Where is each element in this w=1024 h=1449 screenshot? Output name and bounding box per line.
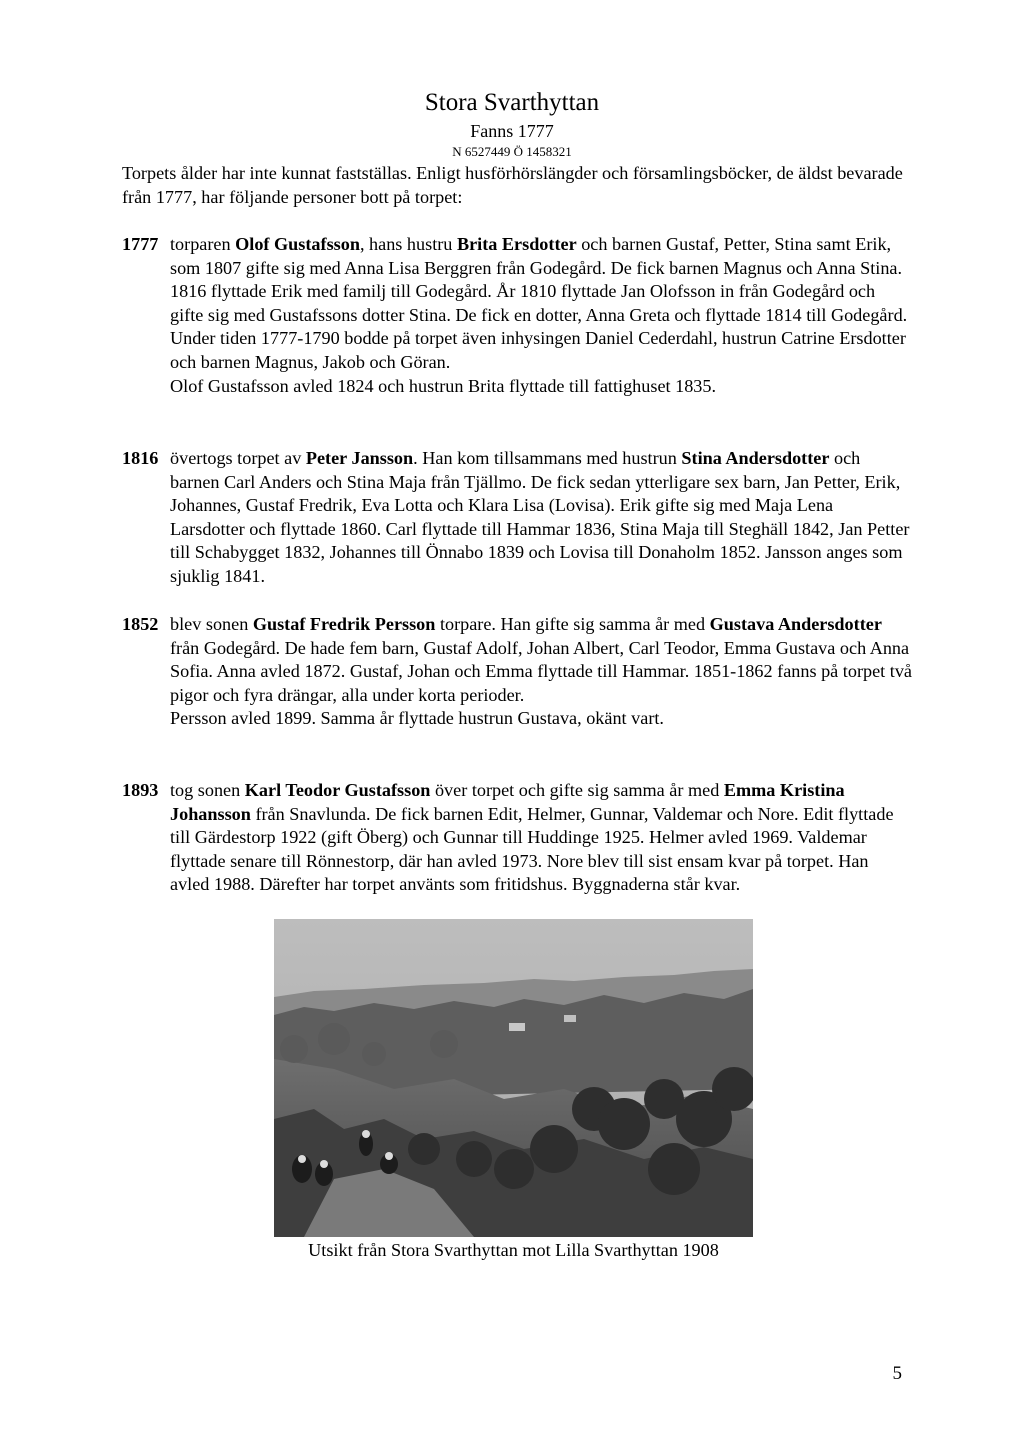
person-name: Emma Kristina Johansson (170, 780, 845, 824)
entry-paragraph-2: Olof Gustafsson avled 1824 och hustrun Brita flyttade till fattighuset 1835. (170, 375, 717, 396)
entry-text: tog sonen (170, 780, 245, 800)
page-subtitle: Fanns 1777 (470, 121, 554, 141)
entry-text: från Godegård. De hade fem barn, Gustaf Adolf, Johan Albert, Carl Teodor, Emma Gustava och Anna Sofia. Anna avled 1872. Gustaf, Johan och Emma flyttade till Hammar. 1851-1862 fanns på torpet två pigor och fyra drängar, alla under korta perioder. (170, 637, 912, 705)
entry-1852 (122, 613, 912, 731)
entry-year: 1816 (122, 448, 159, 468)
coordinates: N 6527449 Ö 1458321 (452, 144, 572, 159)
page-number: 5 (892, 1363, 902, 1384)
entry-body (170, 447, 912, 589)
entry-text: torpare. Han gifte sig samma år med (435, 614, 710, 634)
person-name: Stina Andersdotter (681, 448, 830, 468)
entry-body (170, 613, 912, 731)
person-name: Olof Gustafsson (235, 234, 360, 254)
page-title: Stora Svarthyttan (424, 89, 600, 116)
entry-text: , hans hustru (359, 234, 457, 254)
entry-text: från Snavlunda. De fick barnen Edit, Helmer, Gunnar, Valdemar och Nore. Edit flyttade till Gärdestorp 1922 (gift Öberg) och Gunnar till Huddinge 1925. Helmer avled 1969. Valdemar flyttade senare till Rönnestorp, där han avled 1973. Nore blev till sist ensam kvar på torpet. Han avled 1988. Därefter har torpet använts som fritidshus. Byggnaderna står kvar. (170, 803, 894, 895)
entry-text: och barnen Carl Anders och Stina Maja från Tjällmo. De fick sedan ytterligare sex barn, Jan Petter, Erik, Johannes, Gustaf Fredrik, Eva Lotta och Klara Lisa (Lovisa). Erik gifte sig med Maja Lena Larsdotter och flyttade 1860. Carl flyttade till Hammar 1836, Stina Maja till Steghäll 1842, Jan Petter till Schabygget 1832, Johannes till Önnabo 1839 och Lovisa till Donaholm 1852. Jansson anges som sjuklig 1841. (170, 448, 910, 586)
entry-1816 (122, 447, 912, 589)
entry-text: torparen (170, 234, 236, 254)
person-name: Gustava Andersdotter (709, 614, 882, 634)
entry-text: . Han kom tillsammans med hustrun (413, 448, 682, 468)
entry-paragraph (170, 233, 912, 375)
entry-paragraph (170, 779, 912, 897)
entry-paragraph (170, 447, 912, 589)
person-name: Brita Ersdotter (456, 234, 577, 254)
photo-caption: Utsikt från Stora Svarthyttan mot Lilla Svarthyttan 1908 (308, 1240, 719, 1260)
landscape-photo (274, 919, 753, 1237)
entry-paragraph (170, 613, 912, 707)
entry-body (170, 779, 912, 897)
entry-text: och barnen Gustaf, Petter, Stina samt Erik, som 1807 gifte sig med Anna Lisa Berggren från Godegård. De fick barnen Magnus och Anna Stina. 1816 flyttade Erik med familj till Godegård. År 1810 flyttade Jan Olofsson in från Godegård och gifte sig med Gustafssons dotter Stina. De fick en dotter, Anna Greta och flyttade 1814 till Godegård. Under tiden 1777-1790 bodde på torpet även inhysingen Daniel Cederdahl, hustrun Catrine Ersdotter och barnen Magnus, Jakob och Göran. (170, 234, 908, 372)
entry-text: övertogs torpet av (170, 448, 306, 468)
entry-paragraph-2: Persson avled 1899. Samma år flyttade hustrun Gustava, okänt vart. (170, 708, 664, 729)
person-name: Gustaf Fredrik Persson (252, 614, 436, 634)
entry-1777 (122, 233, 912, 398)
entry-year: 1777 (122, 234, 159, 254)
entry-text: över torpet och gifte sig samma år med (430, 780, 724, 800)
entry-year: 1893 (122, 780, 159, 800)
entry-text: blev sonen (170, 614, 253, 634)
person-name: Peter Jansson (305, 448, 414, 468)
entry-1893 (122, 779, 912, 897)
intro-paragraph: Torpets ålder har inte kunnat fastställas. Enligt husförhörslängder och församlingsböcker, de äldst bevarade från 1777, har följande personer bott på torpet: (122, 163, 903, 207)
entry-year: 1852 (122, 614, 159, 634)
person-name: Karl Teodor Gustafsson (244, 780, 431, 800)
entry-body (170, 233, 912, 398)
landscape-photo-image (274, 919, 753, 1237)
